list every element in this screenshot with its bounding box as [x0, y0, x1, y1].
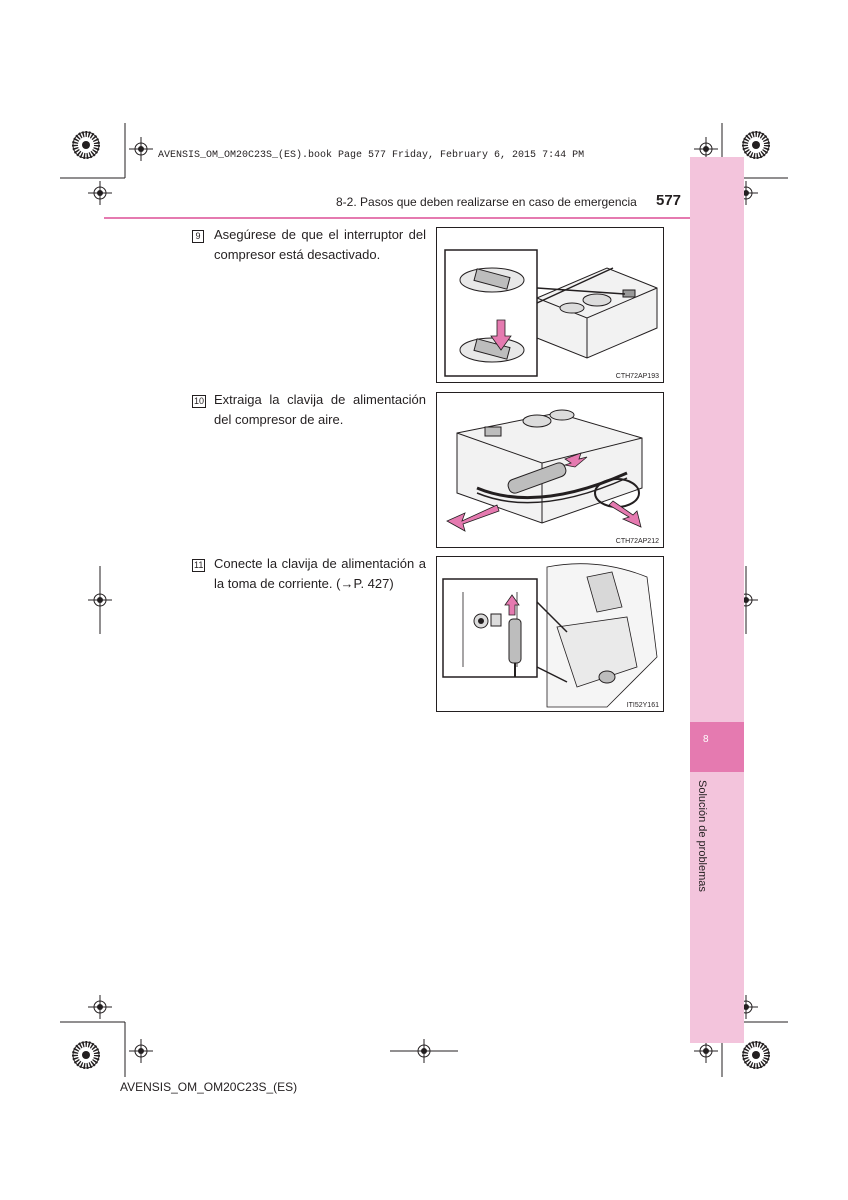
page-number: 577 [656, 192, 682, 209]
step-11 [192, 556, 426, 591]
power-outlet-illustration [437, 557, 663, 711]
figure-code: CTH72AP193 [615, 373, 659, 380]
section-title: 8-2. Pasos que deben realizarse en caso de emergencia [336, 195, 637, 209]
step-number: 10 [194, 396, 205, 406]
figure-compressor-switch [436, 227, 664, 383]
step-10 [192, 392, 426, 427]
step-number: 9 [192, 230, 204, 243]
chapter-number-box [690, 722, 744, 772]
figure-code: CTH72AP212 [615, 538, 659, 545]
figure-power-outlet [436, 556, 664, 712]
figure-unplug-compressor [436, 392, 664, 548]
step-text: Extraiga la clavija de alimentación del compresor de aire. [214, 392, 426, 427]
unplug-illustration [437, 393, 663, 547]
chapter-title: Solución de problemas [696, 780, 708, 892]
print-header: AVENSIS_OM_OM20C23S_(ES).book Page 577 Friday, February 6, 2015 7:44 PM [158, 150, 585, 161]
header-rule [104, 217, 690, 219]
chapter-side-tab [690, 157, 744, 1043]
step-number: 11 [194, 560, 204, 570]
step-text: Conecte la clavija de alimentación a la toma de corriente. (→P. 427) [214, 556, 426, 591]
compressor-switch-illustration [437, 228, 663, 382]
figure-code: ITI52Y161 [626, 702, 659, 709]
step-9 [192, 227, 426, 262]
step-text: Asegúrese de que el interruptor del compresor está desactivado. [214, 227, 426, 262]
footer-document-code: AVENSIS_OM_OM20C23S_(ES) [120, 1080, 298, 1094]
chapter-number: 8 [703, 734, 709, 745]
